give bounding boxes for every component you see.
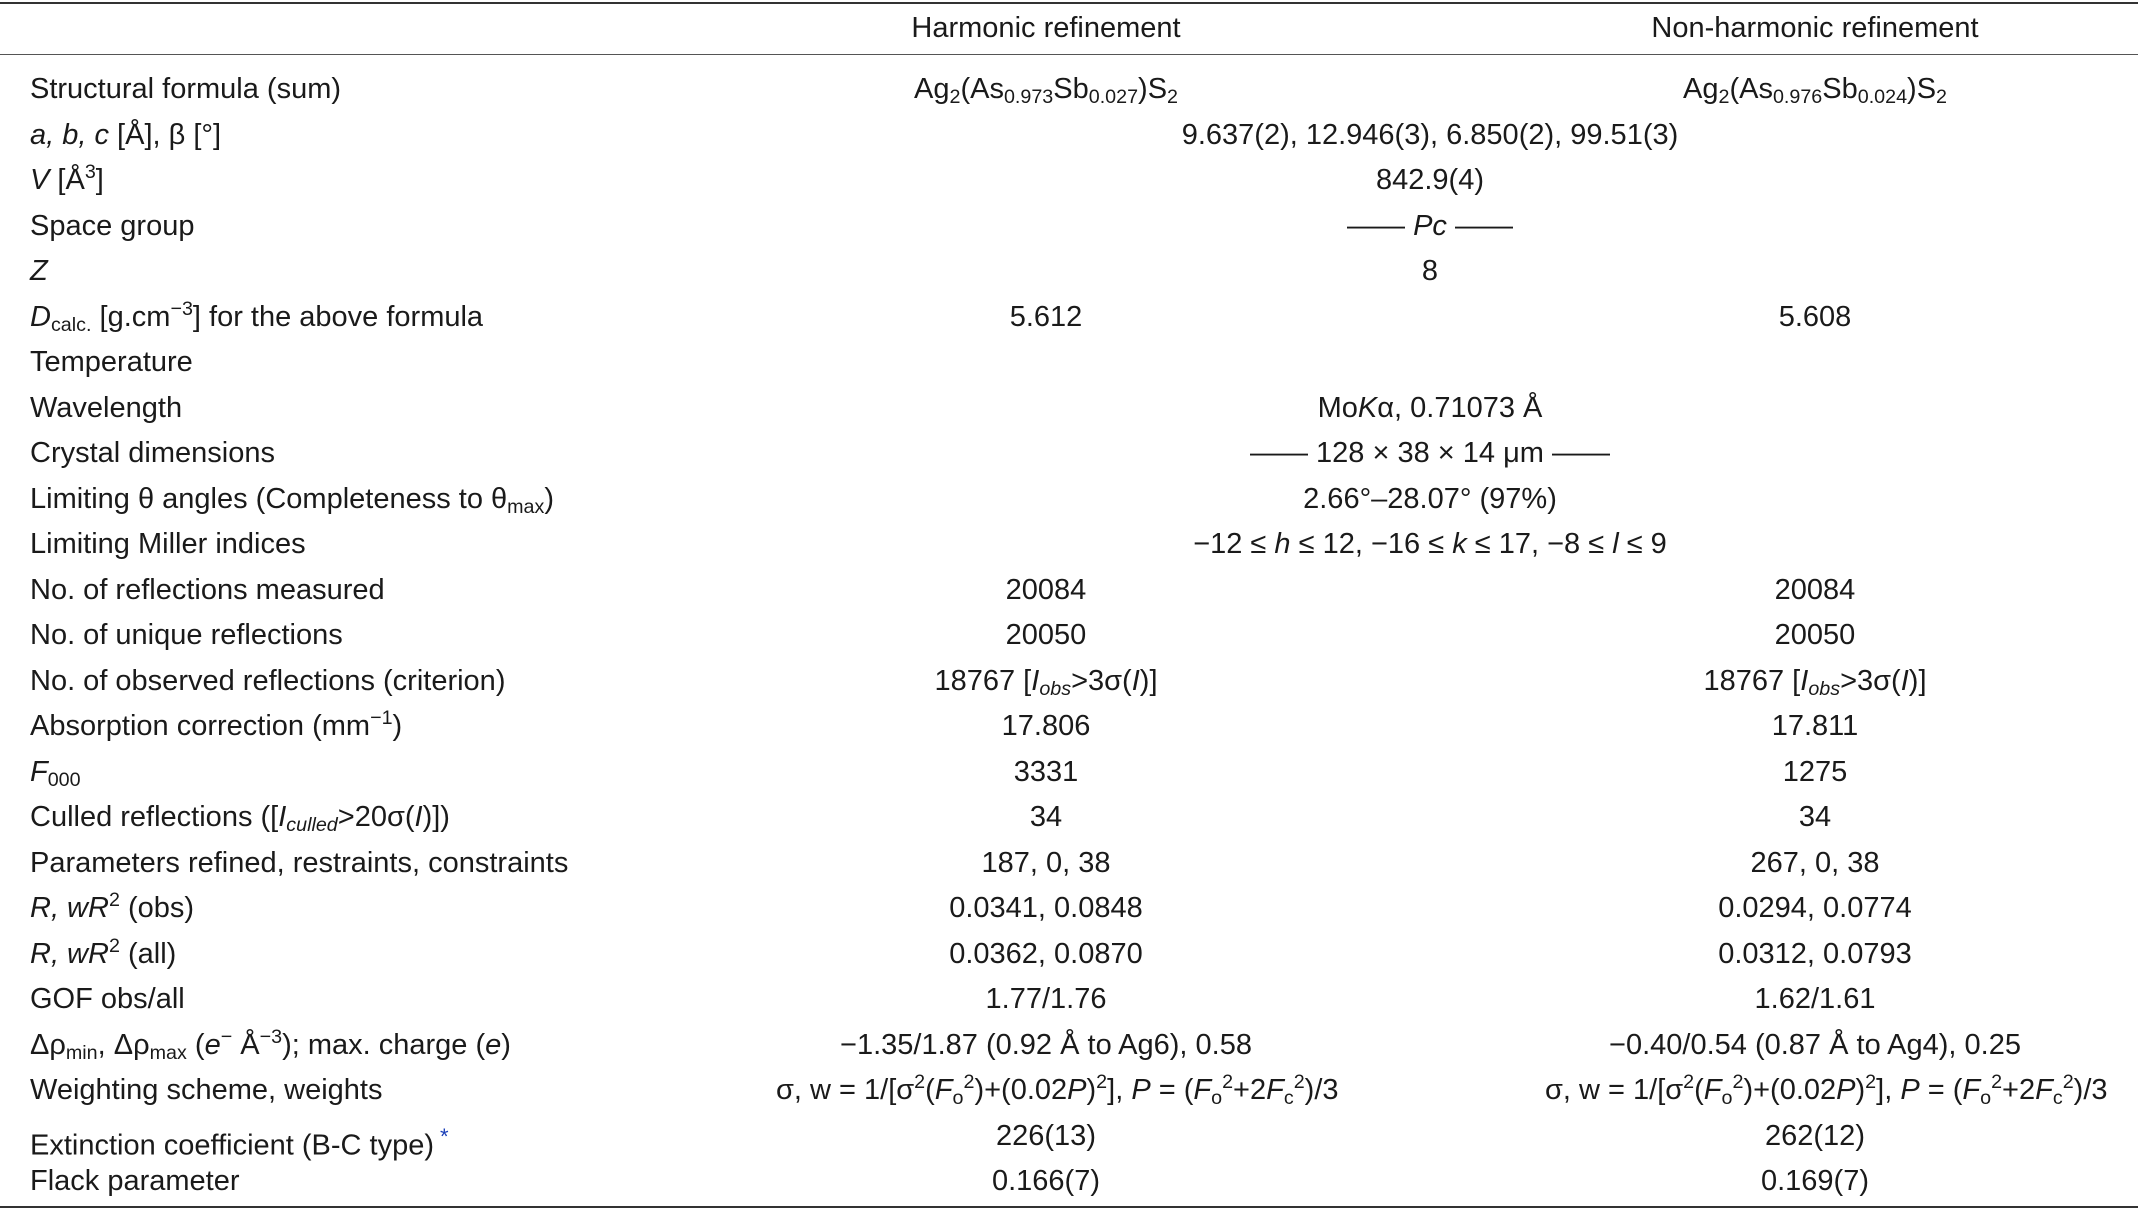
value-flack-harmonic: 0.166(7) — [991, 1165, 1100, 1197]
row-label-wavelength: Wavelength — [30, 391, 183, 424]
value-absorption-nonharmonic: 17.811 — [1771, 710, 1859, 742]
value-drho-nonharmonic: −0.40/0.54 (0.87 Å to Ag4), 0.25 — [1609, 1028, 2021, 1061]
table-row — [0, 295, 2138, 341]
footnote-marker[interactable]: * — [440, 1123, 449, 1149]
value-r-obs-nonharmonic: 0.0294, 0.0774 — [1718, 892, 1912, 924]
value-observed-harmonic: 18767 $[I_{obs}>3\sigma(I)]$ — [934, 664, 1158, 700]
value-space-group: —— Pc —— — [1347, 209, 1513, 242]
header-nonharmonic: Non-harmonic refinement — [1651, 12, 1979, 44]
row-label-drho: $\Delta\rho_{min}$, $\Delta\rho_{max}$ (e− $Å^{-3}$); max. charge (e) — [30, 1025, 511, 1064]
row-label-weighting: Weighting scheme, weights — [30, 1074, 383, 1106]
table-row — [0, 1114, 2138, 1160]
table-row — [0, 1159, 2138, 1205]
table-row — [0, 704, 2138, 750]
table-row — [0, 67, 2138, 113]
table-row — [0, 841, 2138, 887]
table-row — [0, 477, 2138, 523]
row-label-space-group: Space group — [30, 209, 195, 242]
value-gof-nonharmonic: 1.62/1.61 — [1754, 983, 1876, 1015]
table-bottom-rule — [0, 1206, 2138, 1208]
value-measured-nonharmonic: 20084 — [1774, 573, 1856, 606]
value-cell: 9.637(2), 12.946(3), 6.850(2), 99.51(3) — [1181, 118, 1679, 151]
value-unique-nonharmonic: 20050 — [1774, 619, 1856, 651]
table-top-rule — [0, 2, 2138, 4]
table-row — [0, 750, 2138, 796]
value-extinction-nonharmonic: 262(12) — [1765, 1119, 1865, 1152]
table-row — [0, 204, 2138, 250]
table-row — [0, 1068, 2138, 1114]
value-wavelength: MoKα, 0.71073 Å — [1317, 391, 1543, 424]
row-label-f000: $F_{000}$ — [30, 755, 81, 791]
value-observed-nonharmonic: 18767 $[I_{obs}>3\sigma(I)]$ — [1703, 664, 1927, 700]
value-f000-nonharmonic: 1275 — [1782, 755, 1848, 788]
table-row — [0, 886, 2138, 932]
value-dcalc-harmonic: 5.612 — [1009, 300, 1083, 333]
value-r-obs-harmonic: 0.0341, 0.0848 — [949, 892, 1143, 924]
value-dcalc-nonharmonic: 5.608 — [1778, 300, 1852, 333]
row-label-theta: Limiting θ angles (Completeness to $\theta_{max}$) — [30, 482, 555, 518]
row-label-miller: Limiting Miller indices — [30, 528, 306, 560]
row-label-formula: Structural formula (sum) — [30, 73, 342, 105]
table-row — [0, 659, 2138, 705]
row-label-cell: a, b, c [Å], β [°] — [30, 118, 222, 151]
value-theta: 2.66°–28.07° (97%) — [1303, 482, 1557, 515]
row-label-gof: GOF obs/all — [30, 983, 185, 1015]
value-volume: 842.9(4) — [1375, 164, 1484, 196]
row-label-temperature: Temperature — [30, 346, 193, 378]
value-flack-nonharmonic: 0.169(7) — [1760, 1165, 1869, 1197]
value-params-nonharmonic: 267, 0, 38 — [1750, 846, 1880, 879]
value-r-all-harmonic: 0.0362, 0.0870 — [949, 937, 1143, 970]
table-row — [0, 158, 2138, 204]
value-drho-harmonic: −1.35/1.87 (0.92 Å to Ag6), 0.58 — [840, 1028, 1252, 1061]
table-row — [0, 1023, 2138, 1069]
row-label-r-obs: R, $wR^2$ (obs) — [30, 889, 195, 924]
row-label-absorption: Absorption correction $(mm^{-1})$ — [30, 707, 403, 742]
value-r-all-nonharmonic: 0.0312, 0.0793 — [1718, 937, 1912, 970]
table-row — [0, 795, 2138, 841]
value-weighting-harmonic: σ, $w = 1/[\sigma^2(F_o^2)+(0.02P)^2]$, $P = (F_o^2+2F_c^2)/3$ — [776, 1071, 1339, 1109]
value-miller: −12 ≤ h ≤ 12, −16 ≤ k ≤ 17, −8 ≤ l ≤ 9 — [1193, 528, 1667, 560]
table-row — [0, 932, 2138, 978]
value-unique-harmonic: 20050 — [1005, 619, 1087, 651]
row-label-measured: No. of reflections measured — [30, 573, 385, 606]
table-row — [0, 386, 2138, 432]
table-row — [0, 340, 2138, 386]
value-formula-harmonic: $Ag_2(As_{0.973}Sb_{0.027})S_2$ — [913, 73, 1179, 108]
table-row — [0, 431, 2138, 477]
table-row — [0, 113, 2138, 159]
value-gof-harmonic: 1.77/1.76 — [985, 983, 1107, 1015]
row-label-params: Parameters refined, restraints, constraints — [30, 846, 569, 879]
row-label-culled: Culled reflections $([I_{culled}>20\sigma(I)])$ — [30, 801, 450, 836]
table-row — [0, 249, 2138, 295]
value-culled-harmonic: 34 — [1029, 801, 1063, 833]
row-label-crystal-dims: Crystal dimensions — [30, 437, 275, 469]
row-label-r-all: R, $wR^2$ (all) — [30, 934, 177, 970]
value-absorption-harmonic: 17.806 — [1001, 710, 1091, 742]
header-harmonic: Harmonic refinement — [911, 12, 1181, 44]
value-crystal-dims: —— 128 × 38 × 14 μm —— — [1249, 437, 1611, 469]
value-f000-harmonic: 3331 — [1013, 755, 1079, 788]
row-label-unique: No. of unique reflections — [30, 619, 343, 651]
value-measured-harmonic: 20084 — [1005, 573, 1087, 606]
value-z: 8 — [1421, 255, 1439, 287]
table-row — [0, 977, 2138, 1023]
header-rule — [0, 54, 2138, 55]
row-label-dcalc: $D_{calc.}$ $[g.cm^{-3}]$ for the above formula — [30, 297, 484, 336]
table-row — [0, 613, 2138, 659]
table-row — [0, 522, 2138, 568]
row-label-volume: V $[Å^3]$ — [30, 161, 104, 196]
row-label-z: Z — [30, 255, 48, 287]
value-formula-nonharmonic: $Ag_2(As_{0.976}Sb_{0.024})S_2$ — [1682, 73, 1948, 108]
row-label-observed: No. of observed reflections (criterion) — [30, 664, 506, 697]
value-culled-nonharmonic: 34 — [1798, 801, 1832, 833]
table-row — [0, 568, 2138, 614]
row-label-flack: Flack parameter — [30, 1165, 240, 1197]
value-weighting-nonharmonic: σ, $w = 1/[\sigma^2(F_o^2)+(0.02P)^2]$, $P = (F_o^2+2F_c^2)/3$ — [1545, 1071, 2108, 1109]
value-params-harmonic: 187, 0, 38 — [981, 846, 1111, 879]
value-extinction-harmonic: 226(13) — [996, 1119, 1096, 1152]
row-label-extinction: Extinction coefficient (B-C type) * — [30, 1123, 449, 1162]
